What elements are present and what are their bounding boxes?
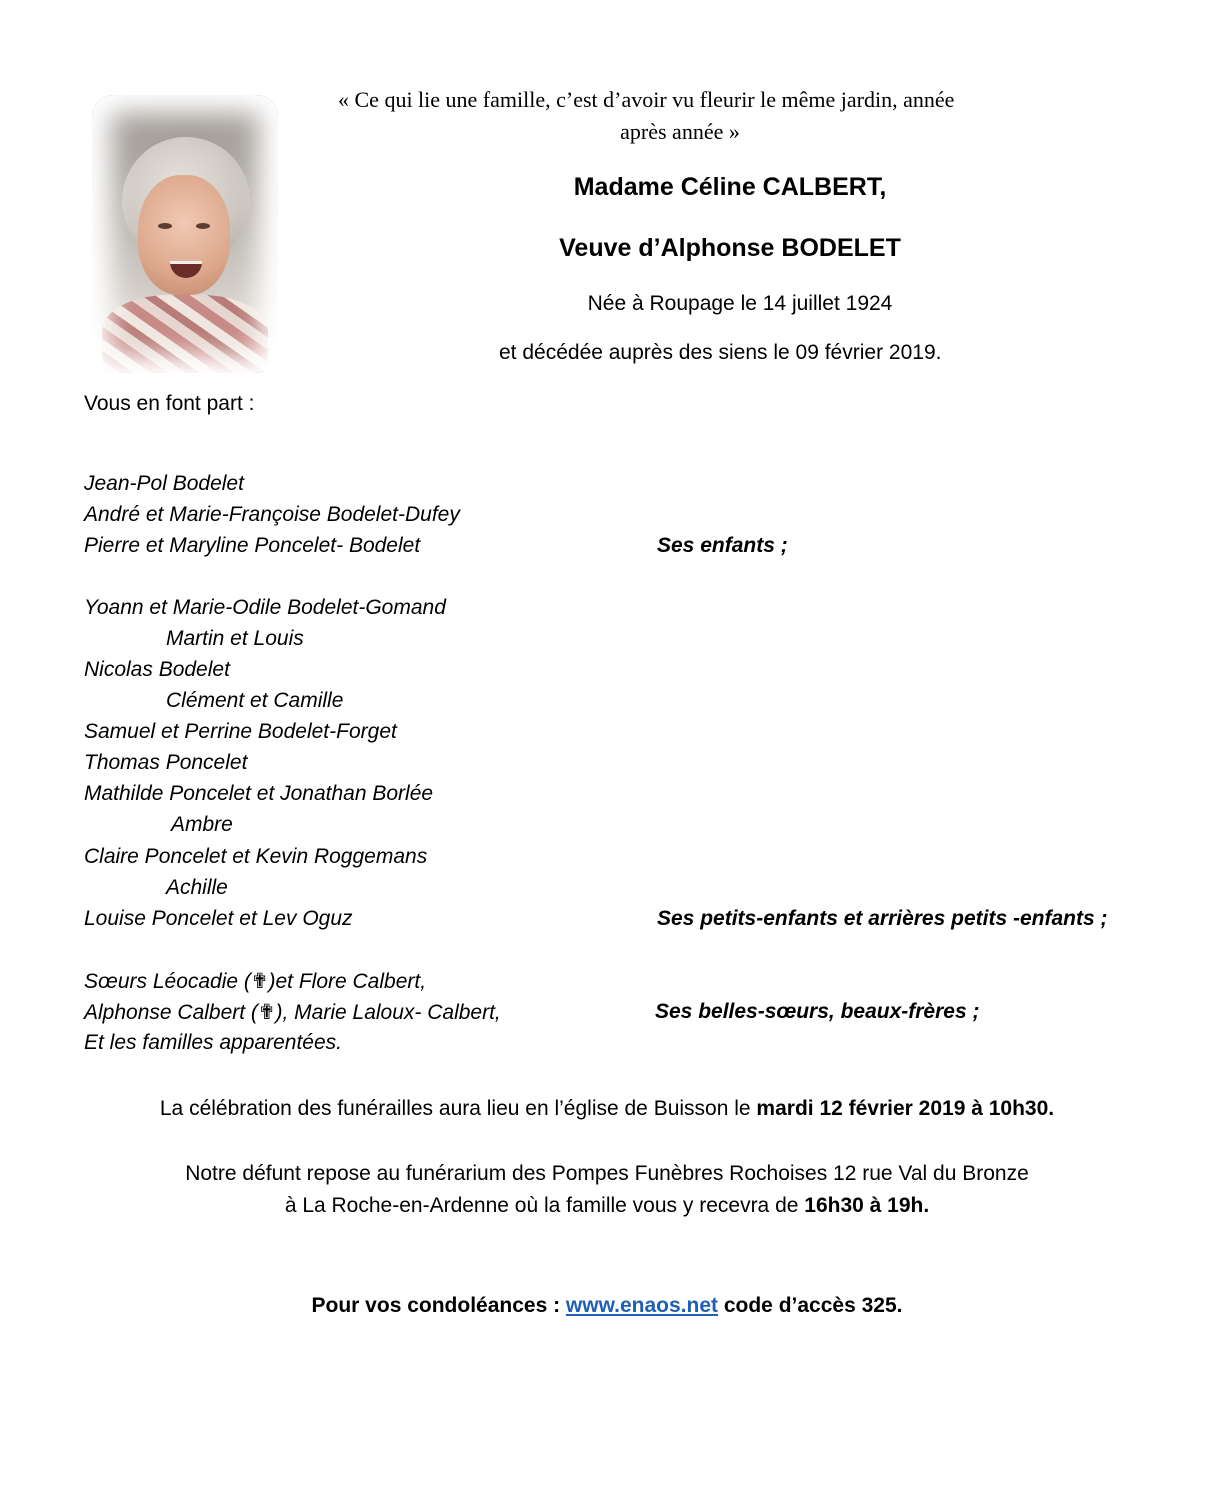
condolences-line (0, 1294, 1214, 1318)
repose-line-1: Notre défunt repose au funérarium des Pompes Funèbres Rochoises 12 rue Val du Bronze (185, 1162, 1029, 1185)
funeral-text: La célébration des funérailles aura lieu en l’église de Buisson le (159, 1097, 757, 1120)
relation-grandchildren: Ses petits-enfants et arrières petits -enfants ; (657, 907, 1108, 930)
widow-of: Veuve d’Alphonse BODELET (559, 234, 901, 262)
relation-in-laws: Ses belles-sœurs, beaux-frères ; (655, 1000, 980, 1023)
deceased-name: Madame Céline CALBERT, (573, 173, 887, 201)
grandchild-name: Mathilde Poncelet et Jonathan Borlée (84, 782, 434, 805)
repose-line-2 (0, 1194, 1214, 1218)
condolences-label: Pour vos condoléances : (311, 1294, 566, 1317)
funeral-info (0, 1097, 1214, 1121)
great-grandchild-name: Ambre (171, 813, 233, 836)
child-name: André et Marie-Françoise Bodelet-Dufey (84, 503, 460, 526)
access-code: code d’accès 325. (718, 1294, 903, 1317)
condolences-link[interactable]: www.enaos.net (565, 1294, 719, 1317)
death-info: et décédée auprès des siens le 09 février 2019. (499, 341, 942, 364)
great-grandchild-name: Clément et Camille (166, 689, 344, 712)
grandchild-name: Nicolas Bodelet (84, 658, 230, 681)
relation-children: Ses enfants ; (657, 534, 788, 557)
in-law-name: Sœurs Léocadie (✟)et Flore Calbert, (84, 970, 427, 993)
great-grandchild-name: Martin et Louis (166, 627, 304, 650)
intro-text: Vous en font part : (84, 392, 255, 415)
grandchild-name: Louise Poncelet et Lev Oguz (84, 907, 353, 930)
child-name: Jean-Pol Bodelet (84, 472, 244, 495)
great-grandchild-name: Achille (166, 876, 228, 899)
grandchild-name: Samuel et Perrine Bodelet-Forget (84, 720, 397, 743)
birth-info: Née à Roupage le 14 juillet 1924 (587, 292, 893, 315)
family-line: Et les familles apparentées. (84, 1031, 342, 1054)
portrait-photo (92, 95, 278, 373)
quote-line-1: « Ce qui lie une famille, c’est d’avoir vu fleurir le même jardin, année (338, 87, 955, 112)
grandchild-name: Claire Poncelet et Kevin Roggemans (84, 845, 428, 868)
grandchild-name: Thomas Poncelet (84, 751, 248, 774)
in-law-name: Alphonse Calbert (✟), Marie Laloux- Calbert, (84, 1001, 501, 1024)
repose-text: à La Roche-en-Ardenne où la famille vous y recevra de (284, 1194, 805, 1217)
quote-line-2: après année » (620, 119, 740, 144)
child-name: Pierre et Maryline Poncelet- Bodelet (84, 534, 421, 557)
funeral-date: mardi 12 février 2019 à 10h30. (756, 1097, 1055, 1120)
repose-time: 16h30 à 19h. (804, 1194, 930, 1217)
grandchild-name: Yoann et Marie-Odile Bodelet-Gomand (84, 596, 446, 619)
